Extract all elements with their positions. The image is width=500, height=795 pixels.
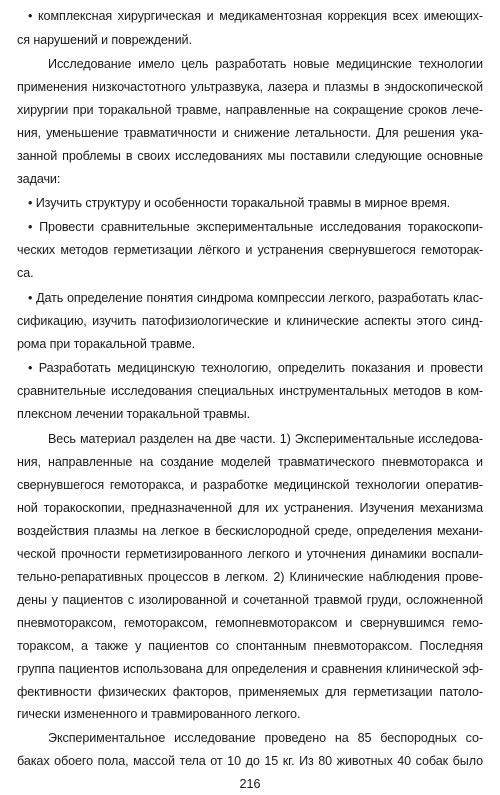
text-line: сификацию, изучить патофизиологические и клинические аспекты этого синд- bbox=[17, 314, 483, 328]
text-line: са. bbox=[17, 266, 34, 280]
text-line: ческих методов герметизации лёгкого и устранения свернувшегося гемоторак- bbox=[17, 243, 483, 257]
page-number: 216 bbox=[239, 777, 261, 791]
text-line: ния, уменьшение травматичности и снижение летальности. Для решения ука- bbox=[17, 126, 483, 140]
bullet-item: • Дать определение понятия синдрома компрессии легкого, разработать клас- bbox=[28, 291, 483, 305]
bullet-item: • Изучить структуру и особенности торакальной травмы в мирное время. bbox=[28, 196, 451, 210]
text-line: занной проблемы в своих исследованиях мы поставили следующие основные bbox=[17, 149, 483, 163]
text-line: Экспериментальное исследование проведено на 85 беспородных со- bbox=[48, 731, 483, 745]
text-line: пневмотораксом, гемотораксом, гемопневмотораксом и свернувшимся гемо- bbox=[17, 616, 483, 630]
text-line: ся нарушений и повреждений. bbox=[17, 33, 192, 47]
text-line: группа пациентов использована для определения и сравнения клинической эф- bbox=[17, 662, 483, 676]
text-line: ческой прочности герметизированного легкого и уточнения динамики воспали- bbox=[17, 547, 483, 561]
text-line: Весь материал разделен на две части. 1) Экспериментальные исследова- bbox=[48, 432, 483, 446]
bullet-item: • Провести сравнительные экспериментальные исследования торакоскопи- bbox=[28, 220, 483, 234]
text-line: задачи: bbox=[17, 172, 61, 186]
text-line: тораксом, а также у пациентов со спонтанным пневмотораксом. Последняя bbox=[17, 639, 483, 653]
text-line: фективности физических факторов, применяемых для герметизации патоло- bbox=[17, 685, 483, 699]
text-line: воздействия плазмы на легкое в бескислородной среде, определения механи- bbox=[17, 524, 483, 538]
text-line: ной торакоскопии, предназначенной для их устранения. Изучения механизма bbox=[17, 501, 483, 515]
text-line: • комплексная хирургическая и медикаментозная коррекция всех имеющих- bbox=[28, 9, 483, 23]
text-line: рома при торакальной травме. bbox=[17, 337, 196, 351]
text-line: тельно-репаративных процессов в легком. 2) Клинические наблюдения прове- bbox=[17, 570, 483, 584]
text-line: Исследование имело цель разработать новые медицинские технологии bbox=[48, 57, 483, 71]
text-line: сравнительные исследования специальных инструментальных методов в ком- bbox=[17, 384, 483, 398]
text-line: свернувшегося гемоторакса, и разработке медицинской технологии оператив- bbox=[17, 478, 483, 492]
text-line: плексном лечении торакальной травмы. bbox=[17, 407, 251, 421]
text-line: дены у пациентов с изолированной и сочетанной травмой груди, осложненной bbox=[17, 593, 483, 607]
bullet-item: • Разработать медицинскую технологию, определить показания и провести bbox=[28, 361, 483, 375]
text-line: гически измененного и травмированного легкого. bbox=[17, 707, 301, 721]
text-line: ния, направленные на создание моделей травматического пневмоторакса и bbox=[17, 455, 483, 469]
text-line: применения низкочастотного ультразвука, лазера и плазмы в эндоскопической bbox=[17, 80, 483, 94]
text-line: хирургии при торакальной травме, направленные на сокращение сроков лече- bbox=[17, 103, 483, 117]
text-line: баках обоего пола, массой тела от 10 до 15 кг. Из 80 животных 40 собак было bbox=[17, 754, 483, 768]
